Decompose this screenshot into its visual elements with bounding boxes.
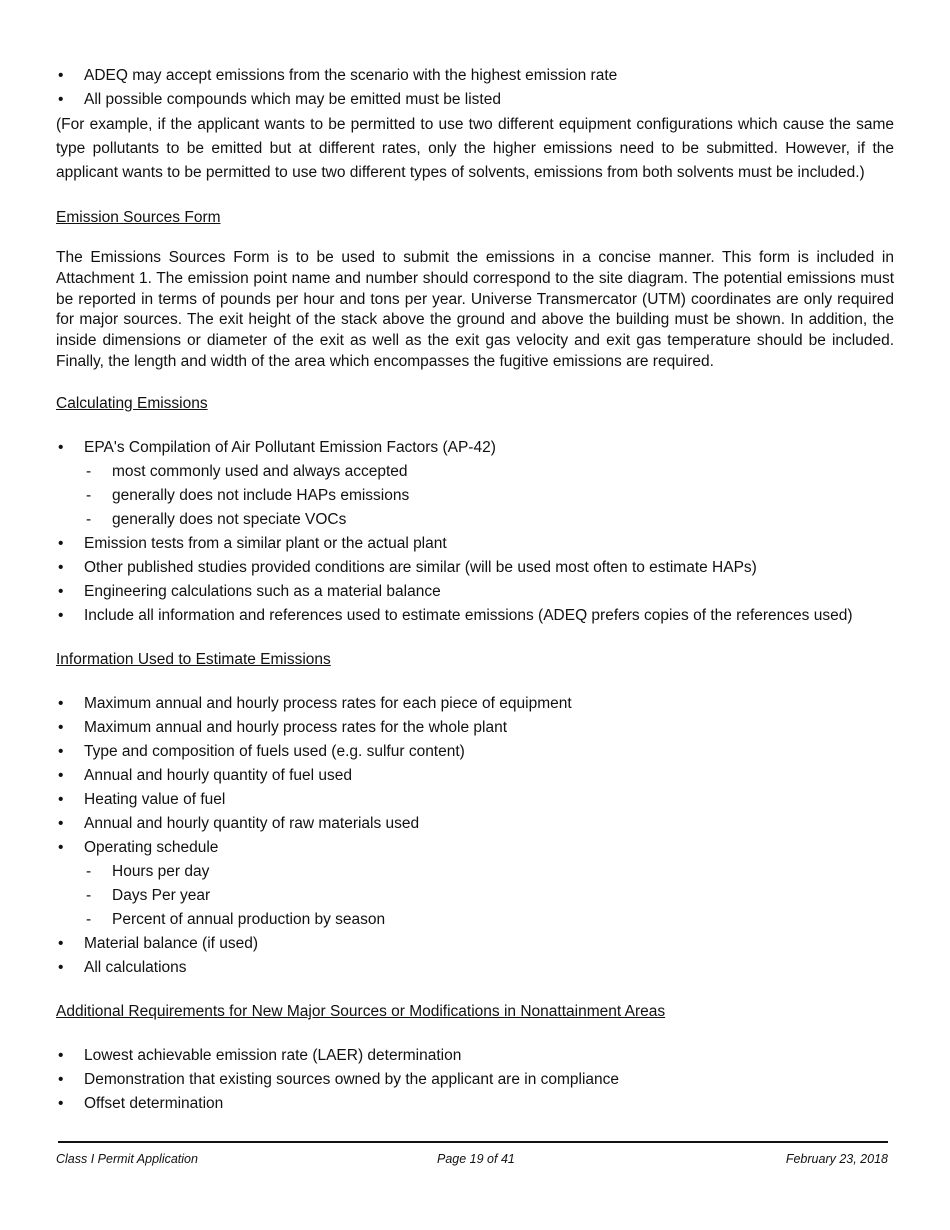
- list-item: [56, 556, 894, 580]
- list-item-text: Lowest achievable emission rate (LAER) determination: [84, 1046, 462, 1064]
- list-item-text: ADEQ may accept emissions from the scenario with the highest emission rate: [84, 67, 618, 84]
- list-item: [56, 604, 894, 628]
- bullet-marker: •: [58, 958, 64, 976]
- sub-list-item: [56, 884, 894, 908]
- bullet-marker: •: [58, 67, 64, 84]
- list-item-text: Maximum annual and hourly process rates for the whole plant: [84, 718, 508, 736]
- list-item: [56, 956, 894, 980]
- calculating-emissions-list: [56, 436, 894, 628]
- bullet-marker: •: [58, 766, 64, 784]
- list-item-text: Engineering calculations such as a material balance: [84, 582, 441, 600]
- list-item-text: Other published studies provided conditions are similar (will be used most often to estimate HAPs): [84, 558, 757, 576]
- list-item-text: Demonstration that existing sources owned by the applicant are in compliance: [84, 1070, 620, 1088]
- bullet-marker: •: [58, 718, 64, 736]
- emission-sources-paragraph: The Emissions Sources Form is to be used to submit the emissions in a concise manner. This form is included in Attachment 1. The emission point name and number should correspond to the site diagram. The potential emissions must be reported in terms of pounds per hour and tons per year. Universe Transmercator (UTM) coordinates are only required for major sources. The exit height of the stack above the ground and above the building must be shown. In addition, the inside dimensions or diameter of the exit as well as the exit gas velocity and exit gas temperature should be included. Finally, the length and width of the area which encompasses the fugitive emissions are required.: [56, 249, 894, 370]
- bullet-marker: •: [58, 790, 64, 808]
- list-item-text: All possible compounds which may be emitted must be listed: [84, 91, 501, 108]
- list-item: [56, 716, 894, 740]
- bullet-marker: •: [58, 91, 64, 108]
- sub-list-item: [56, 460, 894, 484]
- list-item-text: EPA's Compilation of Air Pollutant Emission Factors (AP-42): [84, 438, 496, 456]
- list-item-text: All calculations: [84, 958, 187, 976]
- section-heading-calculating-emissions: Calculating Emissions: [56, 394, 208, 412]
- list-item-text: Days Per year: [112, 886, 211, 904]
- bullet-marker: •: [58, 582, 64, 600]
- information-used-list: [56, 692, 894, 980]
- list-item: [56, 1092, 894, 1116]
- list-item-text: Type and composition of fuels used (e.g. sulfur content): [84, 742, 465, 760]
- list-item: [56, 1068, 894, 1092]
- list-item: [56, 692, 894, 716]
- bullet-marker: •: [58, 1046, 64, 1064]
- list-item-text: generally does not include HAPs emissions: [112, 486, 410, 504]
- dash-marker: -: [86, 910, 92, 928]
- list-item: [56, 1044, 894, 1068]
- dash-marker: -: [86, 862, 92, 880]
- section-heading-additional-requirements: Additional Requirements for New Major Sources or Modifications in Nonattainment Areas: [56, 1002, 666, 1020]
- dash-marker: -: [86, 510, 92, 528]
- dash-marker: -: [86, 486, 92, 504]
- list-item: [56, 812, 894, 836]
- bullet-marker: •: [58, 1094, 64, 1112]
- list-item: [56, 532, 894, 556]
- footer-date: February 23, 2018: [785, 1152, 888, 1166]
- list-item-text: Material balance (if used): [84, 934, 259, 952]
- list-item-text: Heating value of fuel: [84, 790, 226, 808]
- sub-list-item: [56, 508, 894, 532]
- sub-list-item: [56, 860, 894, 884]
- bullet-marker: •: [58, 606, 64, 624]
- list-item-text: Annual and hourly quantity of raw materials used: [84, 814, 420, 832]
- document-page: [56, 64, 894, 1116]
- list-item-text: Operating schedule: [84, 838, 219, 856]
- footer-document-title: Class I Permit Application: [56, 1152, 198, 1166]
- top-bullet-list: [56, 64, 894, 112]
- list-item-text: most commonly used and always accepted: [112, 462, 408, 480]
- section-heading-emission-sources: Emission Sources Form: [56, 209, 221, 226]
- list-item-text: Maximum annual and hourly process rates for each piece of equipment: [84, 694, 572, 712]
- bullet-marker: •: [58, 838, 64, 856]
- bullet-marker: •: [58, 1070, 64, 1088]
- list-item: [56, 580, 894, 604]
- list-item-text: Emission tests from a similar plant or the actual plant: [84, 534, 447, 552]
- list-item: [56, 788, 894, 812]
- sub-list-item: [56, 908, 894, 932]
- list-item: [56, 836, 894, 860]
- intro-paragraph: (For example, if the applicant wants to be permitted to use two different equipment configurations which cause the same type pollutants to be emitted but at different rates, only the higher emissions need to be submitted. However, if the applicant wants to be permitted to use two different types of solvents, emissions from both solvents must be included.): [56, 116, 894, 181]
- list-item: [56, 64, 894, 88]
- bullet-marker: •: [58, 934, 64, 952]
- list-item-text: generally does not speciate VOCs: [112, 510, 347, 528]
- list-item: [56, 740, 894, 764]
- bullet-marker: •: [58, 742, 64, 760]
- dash-marker: -: [86, 886, 92, 904]
- dash-marker: -: [86, 462, 92, 480]
- bullet-marker: •: [58, 814, 64, 832]
- list-item: [56, 932, 894, 956]
- list-item-text: Include all information and references used to estimate emissions (ADEQ prefers copies of the references used): [84, 606, 853, 624]
- bullet-marker: •: [58, 694, 64, 712]
- footer-divider: [58, 1141, 888, 1143]
- list-item-text: Hours per day: [112, 862, 210, 880]
- section-heading-information-used: Information Used to Estimate Emissions: [56, 650, 331, 668]
- list-item-text: Annual and hourly quantity of fuel used: [84, 766, 352, 784]
- bullet-marker: •: [58, 438, 64, 456]
- list-item-text: Offset determination: [84, 1094, 224, 1112]
- sub-list-item: [56, 484, 894, 508]
- bullet-marker: •: [58, 558, 64, 576]
- bullet-marker: •: [58, 534, 64, 552]
- list-item: [56, 88, 894, 112]
- list-item-text: Percent of annual production by season: [112, 910, 386, 928]
- list-item: [56, 764, 894, 788]
- list-item: [56, 436, 894, 460]
- footer-page-number: Page 19 of 41: [437, 1152, 515, 1166]
- additional-requirements-list: [56, 1044, 894, 1116]
